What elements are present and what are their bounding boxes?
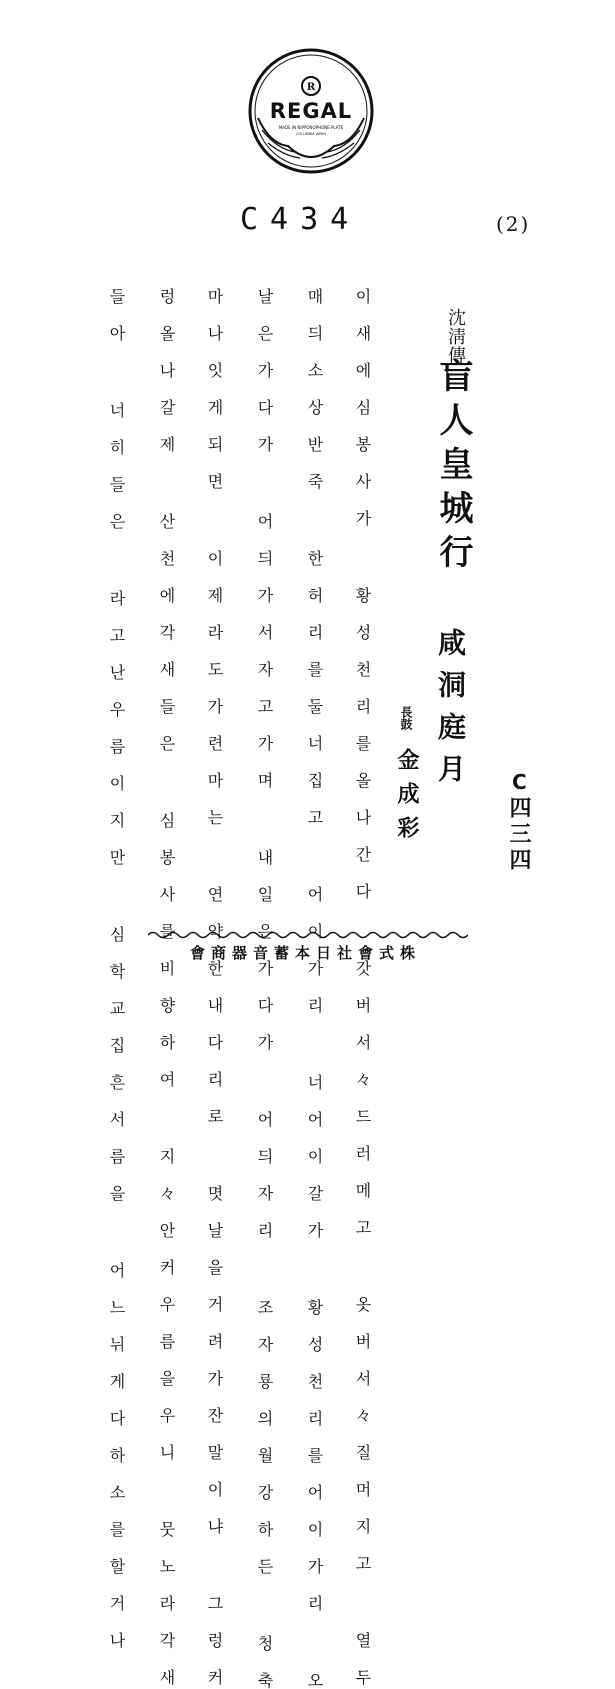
lyrics-line-4: 마 나 잇 게 되 면 이 제 라 도 가 련 마 는 연 약 한 내 다 리 로 몃 날 을 거 려 가 잔 말 이 냐 그 렁 커 [205, 288, 224, 1686]
lyrics-line-6: 들 아 너 히 들 은 라 고 난 우 름 이 지 만 심 학 교 집 흔 서 름 을 어 느 뉘 게 다 하 소 를 할 거 나 [107, 288, 126, 1649]
svg-text:R: R [306, 82, 316, 93]
song-prefix: 沈淸傳 [445, 308, 466, 365]
logo-text: REGAL [269, 99, 353, 123]
page-number: (2) [496, 212, 531, 236]
logo-subtext: MADE IN NIPPONOPHONE PLATE [278, 125, 344, 130]
lyrics-line-2: 매 듸 소 상 반 죽 한 허 리 를 둘 너 집 고 어 이 가 리 너 어 이 갈 가 황 성 천 리 를 어 이 가 리 오 [305, 288, 324, 1689]
catalog-number: C434 [240, 202, 361, 237]
lyrics-line-3: 날 은 가 다 가 어 듸 가 서 자 고 가 며 내 일 은 가 다 가 어 듸 자 리 조 자 룡 의 월 강 하 든 청 축 [255, 288, 274, 1689]
side-code-digits: 四三四 [506, 796, 532, 874]
singer-name: 咸洞庭月 [434, 628, 467, 796]
regal-logo [248, 48, 374, 174]
wavy-divider [148, 930, 468, 940]
side-code-letter: C [512, 770, 527, 794]
drummer-name: 金成彩 [394, 748, 420, 850]
drum-role: 長鼓 [399, 706, 413, 730]
song-title: 盲人皇城行 [433, 358, 473, 578]
lyrics-line-5: 렁 올 나 갈 제 산 천 에 각 새 들 은 심 봉 사 를 비 향 하 여 지 々 안 커 우 름 을 우 니 뭇 노 라 각 새 [157, 288, 176, 1686]
lyrics-line-1: 이 새 에 심 봉 사 가 황 성 천 리 를 올 나 간 다 갓 버 서 々 드 러 메 고 옷 버 서 々 질 머 지 고 열 두 [353, 288, 372, 1686]
company-name: 株式會社日本蓄音器商會 [190, 944, 422, 962]
logo-small-text: COLUMBIA JAPAN [296, 132, 326, 136]
